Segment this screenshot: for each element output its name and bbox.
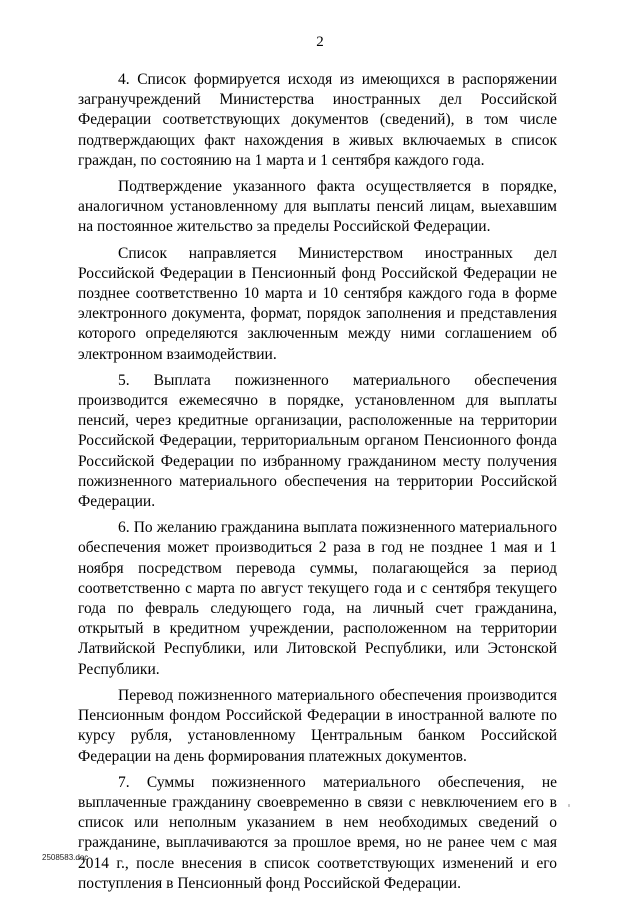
paragraph-item-4: 4. Список формируется исходя из имеющихся в распоряжении загранучреждений Министерства иностранных дел Российской Федерации соответствующих документов (сведений), в том числе подтверждающих факт нахождения в живых включаемых в список граждан, по состоянию на 1 марта и 1 сентября каждого года.	[78, 71, 557, 169]
scan-speck	[568, 804, 570, 807]
paragraph-list-submission: Список направляется Министерством иностранных дел Российской Федерации в Пенсионный фонд Российской Федерации не позднее соответственно 10 марта и 10 сентября каждого года в форме электронного документа, формат, порядок заполнения и представления которого определяются заключенным между ними соглашением об электронном взаимодействии.	[78, 244, 557, 363]
paragraph-transfer: Перевод пожизненного материального обеспечения производится Пенсионным фондом Российской Федерации в иностранной валюте по курсу рубля, установленному Центральным банком Российской Федерации на день формирования платежных документов.	[78, 686, 557, 765]
paragraph-confirmation: Подтверждение указанного факта осуществляется в порядке, аналогичном установленному для выплаты пенсий лицам, выехавшим на постоянное жительство за пределы Российской Федерации.	[78, 178, 557, 236]
paragraph-item-7: 7. Суммы пожизненного материального обеспечения, не выплаченные гражданину своевременно в связи с невключением его в список или неполным указанием в нем необходимых сведений о гражданине, выплачиваются за прошлое время, но не ранее чем с мая 2014 г., после внесения в список соответствующих изменений и его поступления в Пенсионный фонд Российской Федерации.	[78, 773, 557, 892]
page-number: 2	[316, 34, 324, 50]
paragraph-item-6: 6. По желанию гражданина выплата пожизненного материального обеспечения может производиться 2 раза в год не позднее 1 мая и 1 ноября посредством перевода суммы, полагающейся за период соответственно с марта по август текущего года и с сентября текущего года по февраль следующего года, на личный счет гражданина, открытый в кредитном учреждении, расположенном на территории Латвийской Республики, или Литовской Республики, или Эстонской Республики.	[78, 519, 557, 678]
document-body	[78, 70, 557, 900]
paragraph-item-5: 5. Выплата пожизненного материального обеспечения производится ежемесячно в порядке, установленном для выплаты пенсий, через кредитные организации, расположенные на территории Российской Федерации, территориальным органом Пенсионного фонда Российской Федерации по избранному гражданином месту получения пожизненного материального обеспечения на территории Российской Федерации.	[78, 371, 557, 511]
footer-file-name: 2508583.doc	[42, 853, 89, 862]
